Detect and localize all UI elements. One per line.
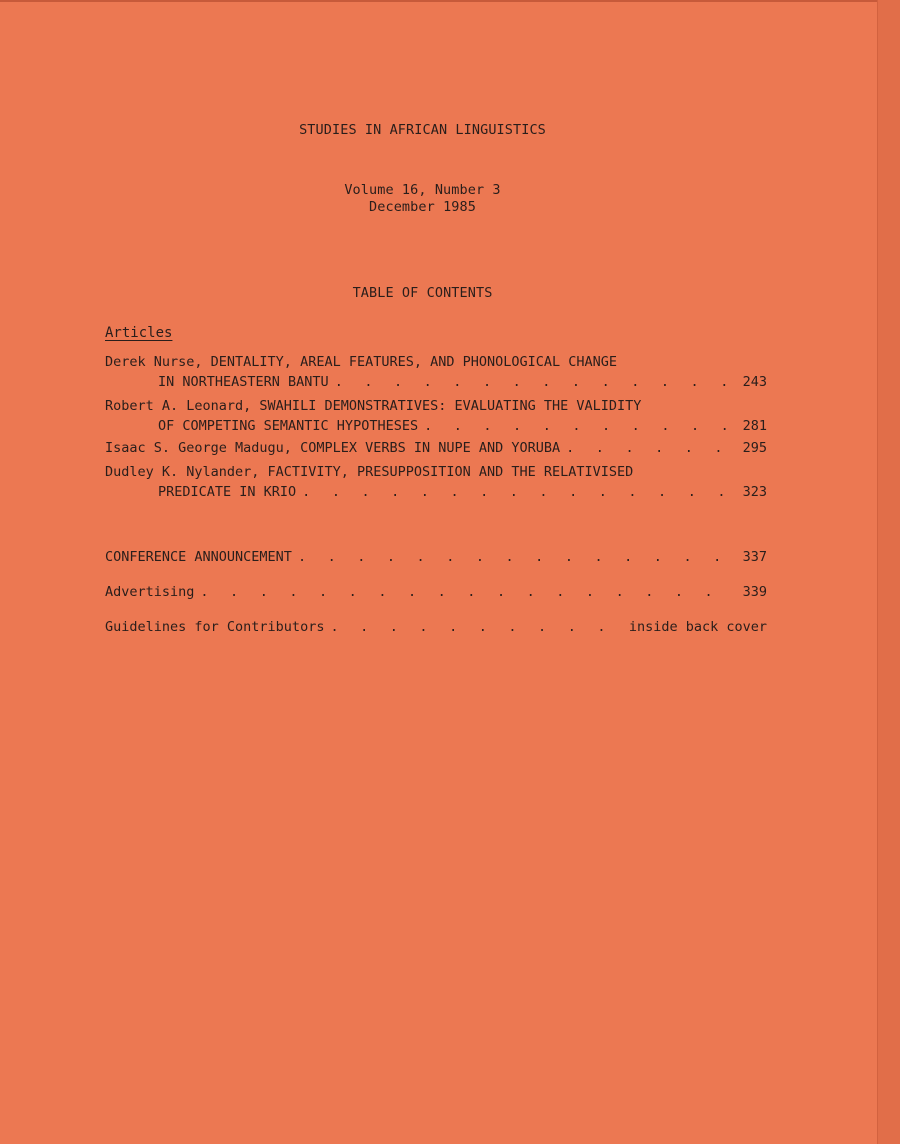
toc-entry <box>105 396 767 436</box>
dot-leader <box>330 617 622 637</box>
page-number: 323 <box>742 484 767 500</box>
page-number: 339 <box>742 584 767 600</box>
entry-single-line <box>105 547 767 567</box>
entry-author-title: Derek Nurse, DENTALITY, AREAL FEATURES, AND PHONOLOGICAL CHANGE <box>105 354 618 370</box>
entry-title-line2: OF COMPETING SEMANTIC HYPOTHESES <box>158 418 419 434</box>
entry-author-title: Isaac S. George Madugu, COMPLEX VERBS IN NUPE AND YORUBA <box>105 440 561 456</box>
volume-number: Volume 16, Number 3 <box>344 182 501 198</box>
dot-leader <box>298 547 737 567</box>
toc-entry <box>105 438 767 458</box>
entry-title-continued <box>105 416 767 436</box>
toc-entry-advertising <box>105 582 767 602</box>
entry-title-continued <box>105 482 767 502</box>
page-number: 295 <box>742 440 767 456</box>
toc-entry <box>105 352 767 392</box>
entry-title: Guidelines for Contributors <box>105 619 325 635</box>
entry-title-continued <box>105 372 767 392</box>
dot-leader <box>302 482 736 502</box>
toc-entry <box>105 462 767 502</box>
entry-author-title: Dudley K. Nylander, FACTIVITY, PRESUPPOSITION AND THE RELATIVISED <box>105 464 634 480</box>
page-number: 337 <box>742 549 767 565</box>
right-page-edge <box>877 0 900 1144</box>
page-number: 243 <box>742 374 767 390</box>
page-number: inside back cover <box>628 619 767 635</box>
entry-title-line2: PREDICATE IN KRIO <box>158 484 297 500</box>
dot-leader <box>200 582 736 602</box>
issue-date: December 1985 <box>369 199 476 215</box>
top-page-edge <box>0 0 900 2</box>
toc-entry-conference <box>105 547 767 567</box>
dot-leader <box>335 372 737 392</box>
entry-single-line <box>105 438 767 458</box>
dot-leader <box>424 416 737 436</box>
dot-leader <box>566 438 736 458</box>
toc-entry-guidelines <box>105 617 767 637</box>
entry-title: CONFERENCE ANNOUNCEMENT <box>105 549 292 565</box>
page-number: 281 <box>742 418 767 434</box>
entry-title-line2: IN NORTHEASTERN BANTU <box>158 374 329 390</box>
entry-single-line <box>105 617 767 637</box>
entry-single-line <box>105 582 767 602</box>
entry-author-title: Robert A. Leonard, SWAHILI DEMONSTRATIVES: EVALUATING THE VALIDITY <box>105 398 642 414</box>
articles-section-label: Articles <box>105 325 173 341</box>
table-of-contents-heading: TABLE OF CONTENTS <box>352 285 493 301</box>
issue-info <box>0 182 845 216</box>
journal-title: STUDIES IN AFRICAN LINGUISTICS <box>299 122 546 138</box>
entry-title: Advertising <box>105 584 195 600</box>
